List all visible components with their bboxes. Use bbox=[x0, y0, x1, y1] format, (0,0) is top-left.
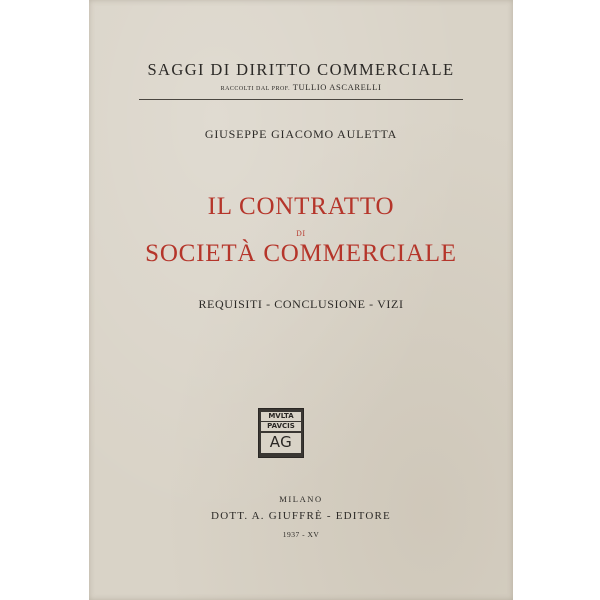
logo-text-multa: MVLTA bbox=[261, 412, 301, 421]
book-title-connector: DI bbox=[296, 230, 306, 238]
book-title-line-1: IL CONTRATTO bbox=[207, 193, 395, 220]
series-divider bbox=[139, 99, 463, 100]
logo-monogram: AG bbox=[261, 433, 301, 453]
series-editor bbox=[89, 82, 513, 92]
book-subtitle: REQUISITI - CONCLUSIONE - VIZI bbox=[198, 297, 404, 311]
publication-place: MILANO bbox=[279, 494, 323, 504]
logo-text-paucis: PAVCIS bbox=[261, 422, 301, 431]
series-editor-name: TULLIO ASCARELLI bbox=[292, 82, 382, 92]
series-editor-prefix: RACCOLTI DAL PROF. bbox=[220, 86, 291, 92]
publication-year: 1937 - XV bbox=[282, 530, 320, 539]
title-page bbox=[89, 0, 513, 600]
series-title: SAGGI DI DIRITTO COMMERCIALE bbox=[147, 60, 455, 79]
book-title-line-2: SOCIETÀ COMMERCIALE bbox=[145, 240, 457, 267]
publisher-name: DOTT. A. GIUFFRÈ - EDITORE bbox=[211, 510, 391, 522]
author-name: GIUSEPPE GIACOMO AULETTA bbox=[204, 127, 398, 141]
publisher-logo bbox=[258, 408, 304, 458]
